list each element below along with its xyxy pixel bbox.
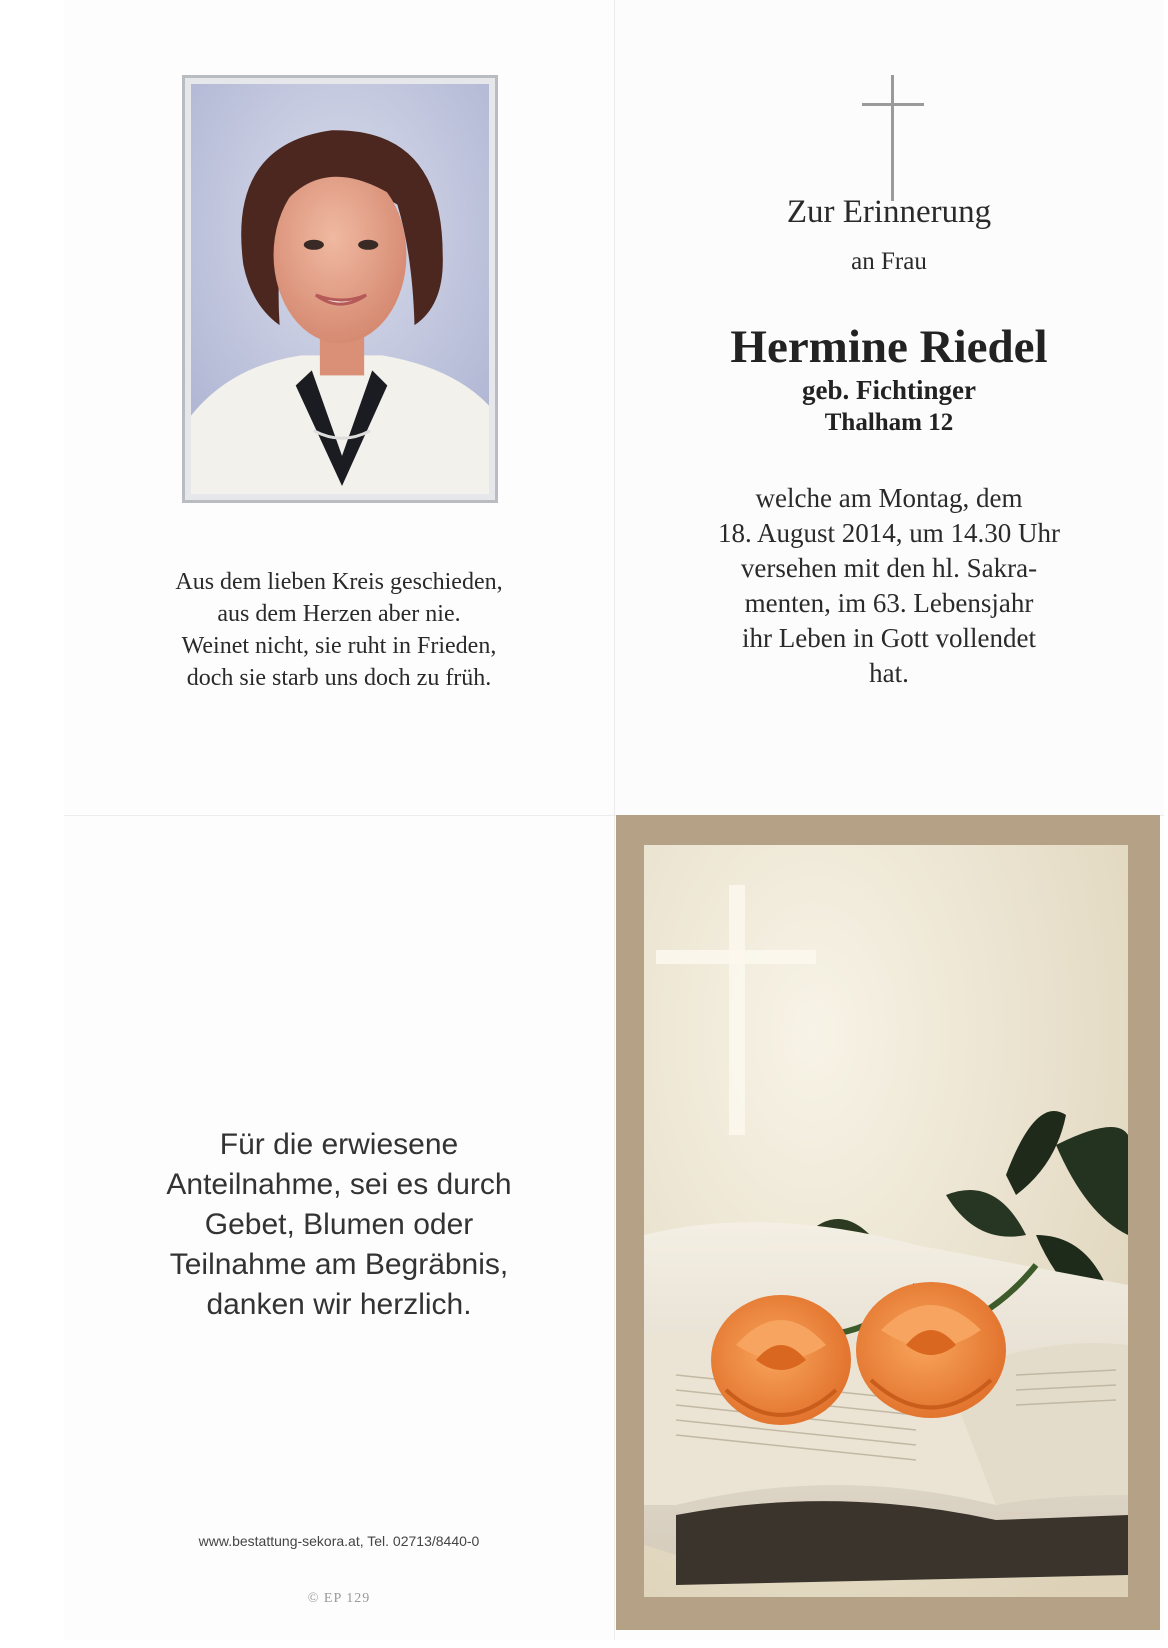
salutation: an Frau (851, 248, 927, 275)
deceased-name: Hermine Riedel (730, 321, 1048, 373)
address: Thalham 12 (824, 409, 954, 436)
thanks-line: Teilnahme am Begräbnis, (169, 1248, 509, 1281)
print-code: © EP 129 (307, 1591, 371, 1606)
death-notice-line: ihr Leben in Gott vollendet (742, 623, 1036, 653)
poem (64, 566, 614, 694)
thanks-line: danken wir herzlich. (206, 1288, 472, 1321)
poem-line: doch sie starb uns doch zu früh. (186, 665, 492, 691)
roses-on-bible-image (616, 815, 1160, 1630)
funeral-home-contact: www.bestattung-sekora.at, Tel. 02713/8440-0 (198, 1533, 480, 1549)
death-notice-line: menten, im 63. Lebensjahr (744, 588, 1034, 618)
rose-left (711, 1295, 851, 1425)
rose-right (856, 1282, 1006, 1418)
death-notice-line: welche am Montag, dem (755, 483, 1023, 513)
thanks-line: Für die erwiesene (219, 1128, 459, 1161)
thanks-line: Gebet, Blumen oder (204, 1208, 474, 1241)
vertical-fold (614, 0, 615, 1640)
death-notice-line: versehen mit den hl. Sakra- (740, 553, 1038, 583)
cover-image (616, 815, 1160, 1630)
cross-icon (862, 75, 924, 201)
portrait-photo (182, 75, 498, 503)
portrait-image (191, 84, 489, 494)
thanks-message (64, 1125, 614, 1325)
birth-name: geb. Fichtinger (802, 375, 976, 405)
death-notice-line: hat. (869, 658, 909, 688)
death-notice-line: 18. August 2014, um 14.30 Uhr (717, 518, 1060, 548)
poem-line: Aus dem lieben Kreis geschieden, (175, 569, 503, 595)
poem-line: aus dem Herzen aber nie. (217, 601, 461, 627)
thanks-line: Anteilnahme, sei es durch (166, 1168, 512, 1201)
memorial-heading: Zur Erinnerung (786, 194, 992, 230)
death-notice (614, 481, 1164, 691)
poem-line: Weinet nicht, sie ruht in Frieden, (181, 633, 497, 659)
